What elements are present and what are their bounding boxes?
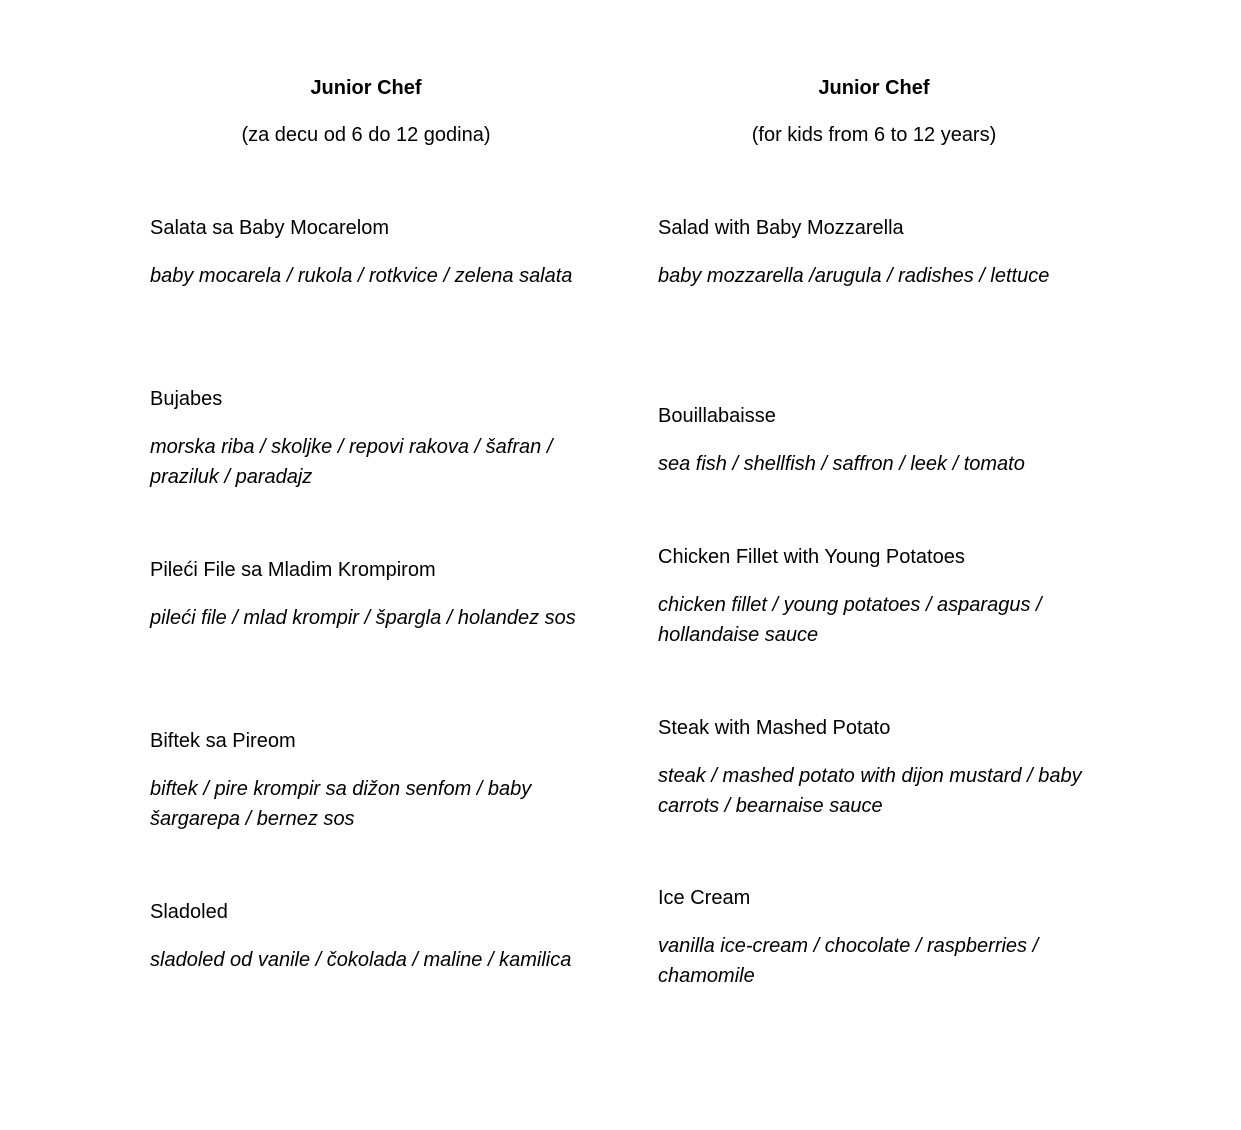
dish-name: Salad with Baby Mozzarella [658, 217, 904, 239]
menu-item [150, 898, 590, 975]
dish-name: Bouillabaisse [658, 405, 776, 427]
menu-item [658, 714, 1098, 821]
dish-name: Ice Cream [658, 887, 751, 909]
menu-subtitle: (za decu od 6 do 12 godina) [241, 124, 491, 146]
dish-ingredients: pileći file / mlad krompir / špargla / holandez sos [150, 607, 576, 629]
dish-ingredients: steak / mashed potato with dijon mustard / baby carrots / bearnaise sauce [658, 765, 1082, 817]
menu-item [658, 884, 1098, 991]
dish-name: Pileći File sa Mladim Krompirom [150, 559, 436, 581]
dish-name: Steak with Mashed Potato [658, 717, 891, 739]
dish-name: Chicken Fillet with Young Potatoes [658, 546, 965, 568]
menu-item [150, 556, 590, 633]
dish-name: Sladoled [150, 901, 228, 923]
dish-name: Biftek sa Pireom [150, 730, 296, 752]
dish-ingredients: sea fish / shellfish / saffron / leek / tomato [658, 453, 1025, 475]
dish-name: Salata sa Baby Mocarelom [150, 217, 390, 239]
dish-ingredients: baby mozzarella /arugula / radishes / lettuce [658, 265, 1050, 287]
menu-item [658, 214, 1098, 291]
menu-item [150, 214, 590, 291]
menu-item [658, 543, 1098, 650]
dish-ingredients: chicken fillet / young potatoes / asparagus / hollandaise sauce [658, 594, 1042, 646]
menu-item [658, 402, 1098, 479]
dish-ingredients: biftek / pire krompir sa dižon senfom / baby šargarepa / bernez sos [150, 778, 532, 830]
dish-name: Bujabes [150, 388, 223, 410]
menu-item [150, 385, 590, 492]
menu-item [150, 727, 590, 834]
dish-ingredients: morska riba / skoljke / repovi rakova / šafran / praziluk / paradajz [150, 436, 553, 488]
dish-ingredients: sladoled od vanile / čokolada / maline / kamilica [150, 949, 572, 971]
dish-ingredients: baby mocarela / rukola / rotkvice / zelena salata [150, 265, 573, 287]
menu-title: Junior Chef [310, 77, 422, 99]
menu-title: Junior Chef [818, 77, 930, 99]
menu-subtitle: (for kids from 6 to 12 years) [751, 124, 997, 146]
dish-ingredients: vanilla ice-cream / chocolate / raspberries / chamomile [658, 935, 1039, 987]
